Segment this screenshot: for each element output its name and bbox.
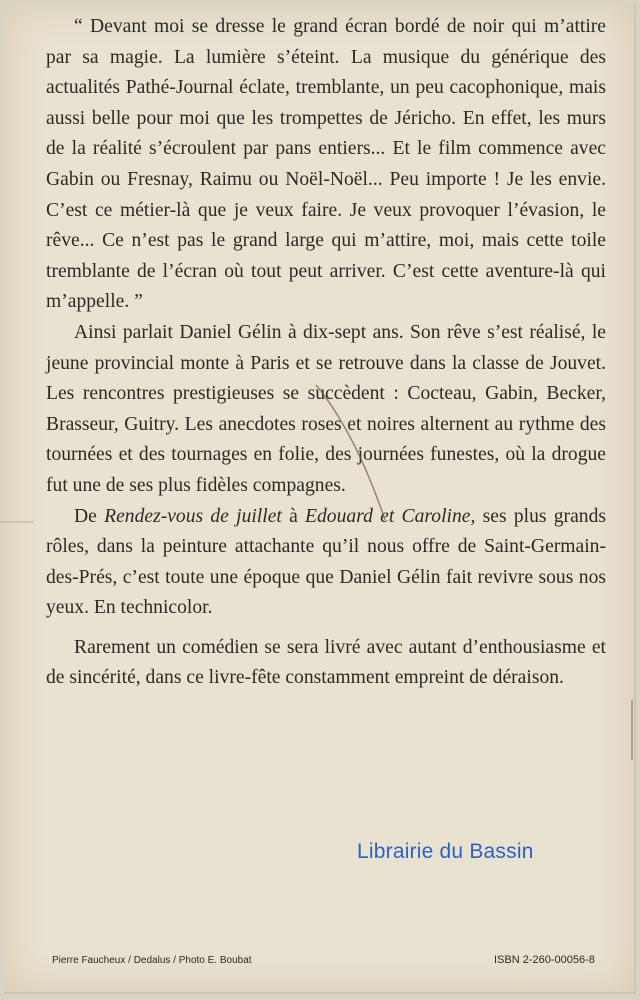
bookshop-stamp: Librairie du Bassin	[357, 840, 534, 863]
paragraph-prefix: De	[74, 505, 105, 527]
blurb-paragraph: Rarement un comédien se sera livré avec autant d’enthousiasme et de sincérité, dans ce livre-fête constamment empreint de déraison.	[46, 636, 606, 689]
paragraph-connector: à	[281, 505, 306, 527]
blurb-quote-paragraph: “ Devant moi se dresse le grand écran bordé de noir qui m’attire par sa magie. La lumière s’éteint. La musique du générique des actualités Pathé-Journal éclate, tremblante, un peu cacophonique, mais aussi belle pour moi que les trompettes de Jéricho. En effet, les murs de la réalité s’écroulent par pans entiers... Et le film commence avec Gabin ou Fresnay, Raimu ou Noël-Noël... Peu importe ! Je les envie. C’est ce métier-là que je veux faire. Je veux provoquer l’évasion, le rêve... Ce n’est pas le grand large qui m’attire, moi, mais cette toile tremblante de l’écran où tout peut arriver. C’est cette aventure-là qui m’appelle. ”	[46, 16, 606, 313]
paragraph-text: ses plus grands rôles, dans la peinture attachante qu’il nous offre de Saint-Germain-des-Prés, c’est toute une époque que Daniel Gélin fait revivre sous nos yeux. En technicolor.	[46, 505, 606, 619]
blurb-paragraph: Ainsi parlait Daniel Gélin à dix-sept ans. Son rêve s’est réalisé, le jeune provincial monte à Paris et se retrouve dans la classe de Jouvet. Les rencontres prestigieuses se succèdent : Cocteau, Gabin, Becker, Brasseur, Guitry. Les anecdotes roses et noires alternent au rythme des tournées et des tournages en folie, des journées funestes, où la drogue fut une de ses plus fidèles compagnes.	[46, 321, 606, 496]
isbn: ISBN 2-260-00056-8	[494, 954, 595, 966]
film-title: Rendez-vous de juillet	[104, 505, 282, 527]
film-title: Edouard et Caroline,	[305, 505, 476, 527]
blurb-text	[46, 12, 606, 694]
blurb-paragraph	[46, 502, 606, 624]
design-credit: Pierre Faucheux / Dedalus / Photo E. Boubat	[52, 955, 252, 966]
